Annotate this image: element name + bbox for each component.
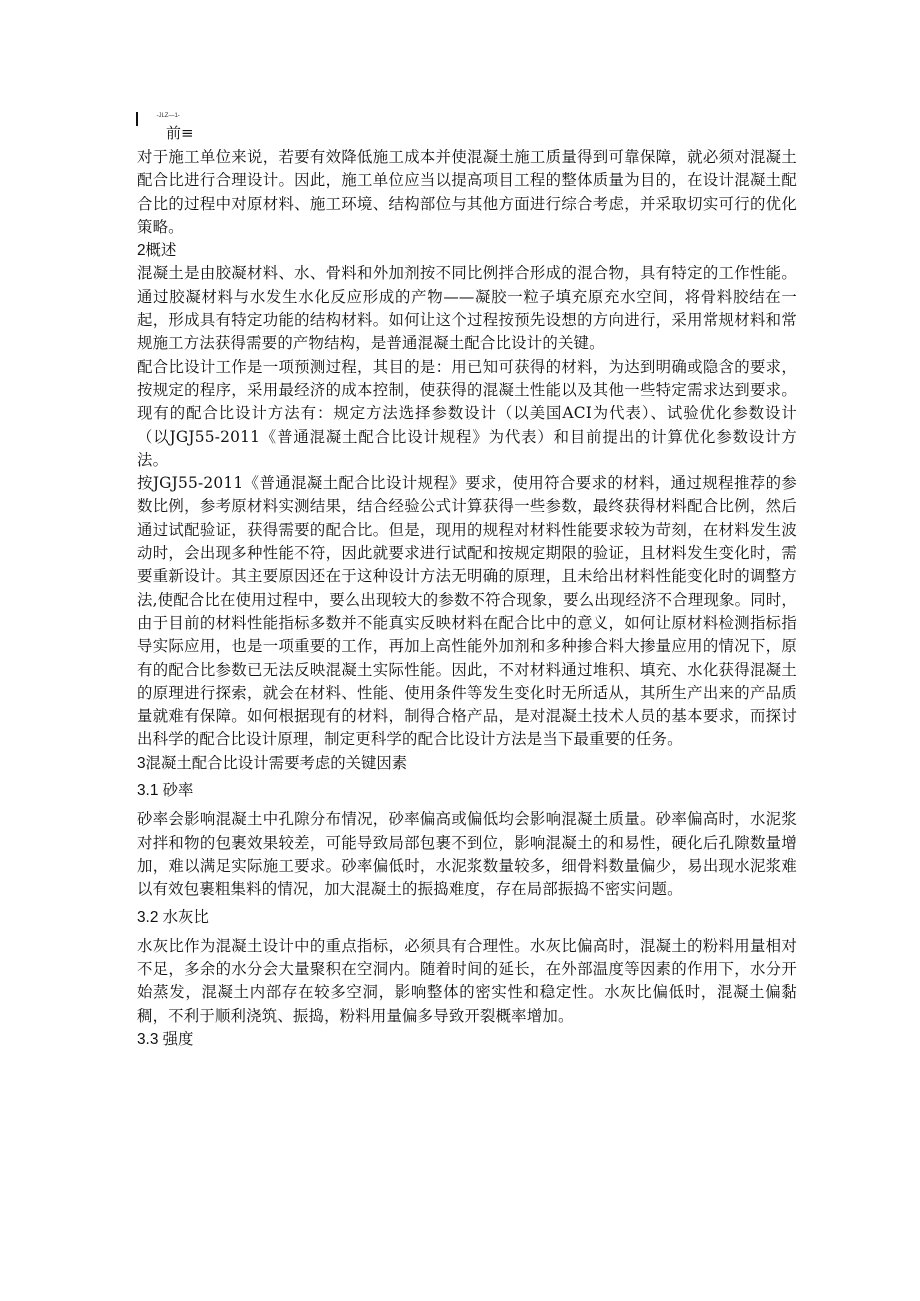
subsection-3-1-heading: 3.1 砂率: [137, 782, 194, 800]
section-2-heading: 2概述: [137, 242, 177, 260]
subsection-3-2-paragraph: 水灰比作为混凝土设计中的重点指标，必须具有合理性。水灰比偏高时，混凝土的粉料用量相对不足，多余的水分会大量聚积在空洞内。随着时间的延长，在外部温度等因素的作用下，水分开始蒸发，混凝土内部存在较多空洞，影响整体的密实性和稳定性。水灰比偏低时，混凝土偏黏稠，不利于顺利浇筑、振捣，粉料用量偏多导致开裂概率增加。: [137, 936, 797, 1025]
section-3-heading: 3混凝土配合比设计需要考虑的关键因素: [137, 754, 408, 772]
header-tiny-text: -JLZ—1-: [156, 113, 180, 119]
header-bar: [136, 112, 138, 126]
body-text: [137, 146, 797, 1051]
intro-paragraph: 对于施工单位来说，若要有效降低施工成本并使混凝土施工质量得到可靠保障，就必须对混凝土配合比进行合理设计。因此，施工单位应当以提高项目工程的整体质量为目的，在设计混凝土配合比的过程中对原材料、施工环境、结构部位与其他方面进行综合考虑，并采取切实可行的优化策略。: [137, 148, 797, 236]
subsection-3-2-heading: 3.2 水灰比: [137, 908, 209, 926]
preface-title: 前≡: [166, 124, 194, 142]
subsection-3-1-paragraph: 砂率会影响混凝土中孔隙分布情况，砂率偏高或偏低均会影响混凝土质量。砂率偏高时，水泥浆对拌和物的包裹效果较差，可能导致局部包裹不到位，影响混凝土的和易性，硬化后孔隙数量增加，难以满足实际施工要求。砂率偏低时，水泥浆数量较多，细骨料数量偏少，易出现水泥浆难以有效包裹粗集料的情况，加大混凝土的振捣难度，存在局部振捣不密实问题。: [137, 810, 797, 899]
section-2-paragraph: 按JGJ55-2011《普通混凝土配合比设计规程》要求，使用符合要求的材料，通过规程推荐的参数比例，参考原材料实测结果，结合经验公式计算获得一些参数，最终获得材料配合比例，然后通过试配验证，获得需要的配合比。但是，现用的规程对材料性能要求较为苛刻，在材料发生波动时，会出现多种性能不符，因此就要求进行试配和按规定期限的验证，且材料发生变化时，需要重新设计。其主要原因还在于这种设计方法无明确的原理，且未给出材料性能变化时的调整方法,使配合比在使用过程中，要么出现较大的参数不符合现象，要么出现经济不合理现象。同时，由于目前的材料性能指标多数并不能真实反映材料在配合比中的意义，如何让原材料检测指标指导实际应用，也是一项重要的工作，再加上高性能外加剂和多种掺合料大掺量应用的情况下，原有的配合比参数已无法反映混凝土实际性能。因此，不对材料通过堆积、填充、水化获得混凝土的原理进行探索，就会在材料、性能、使用条件等发生变化时无所适从，其所生产出来的产品质量就难有保障。如何根据现有的材料，制得合格产品，是对混凝土技术人员的基本要求，而探讨出科学的配合比设计原理，制定更科学的配合比设计方法是当下最重要的任务。: [137, 474, 797, 749]
subsection-3-3-heading: 3.3 强度: [137, 1030, 194, 1048]
section-2-paragraph: 混凝土是由胶凝材料、水、骨料和外加剂按不同比例拌合形成的混合物，具有特定的工作性能。通过胶凝材料与水发生水化反应形成的产物——凝胶一粒子填充原充水空间，将骨料胶结在一起，形成具有特定功能的结构材料。如何让这个过程按预先设想的方向进行，采用常规材料和常规施工方法获得需要的产物结构，是普通混凝土配合比设计的关键。: [137, 264, 797, 353]
section-2-paragraph: 配合比设计工作是一项预测过程，其目的是：用已知可获得的材料，为达到明确或隐含的要求，按规定的程序，采用最经济的成本控制，使获得的混凝土性能以及其他一些特定需求达到要求。现有的配合比设计方法有：规定方法选择参数设计（以美国ACI为代表）、试验优化参数设计（以JGJ55-2011《普通混凝土配合比设计规程》为代表）和目前提出的计算优化参数设计方法。: [137, 357, 797, 469]
